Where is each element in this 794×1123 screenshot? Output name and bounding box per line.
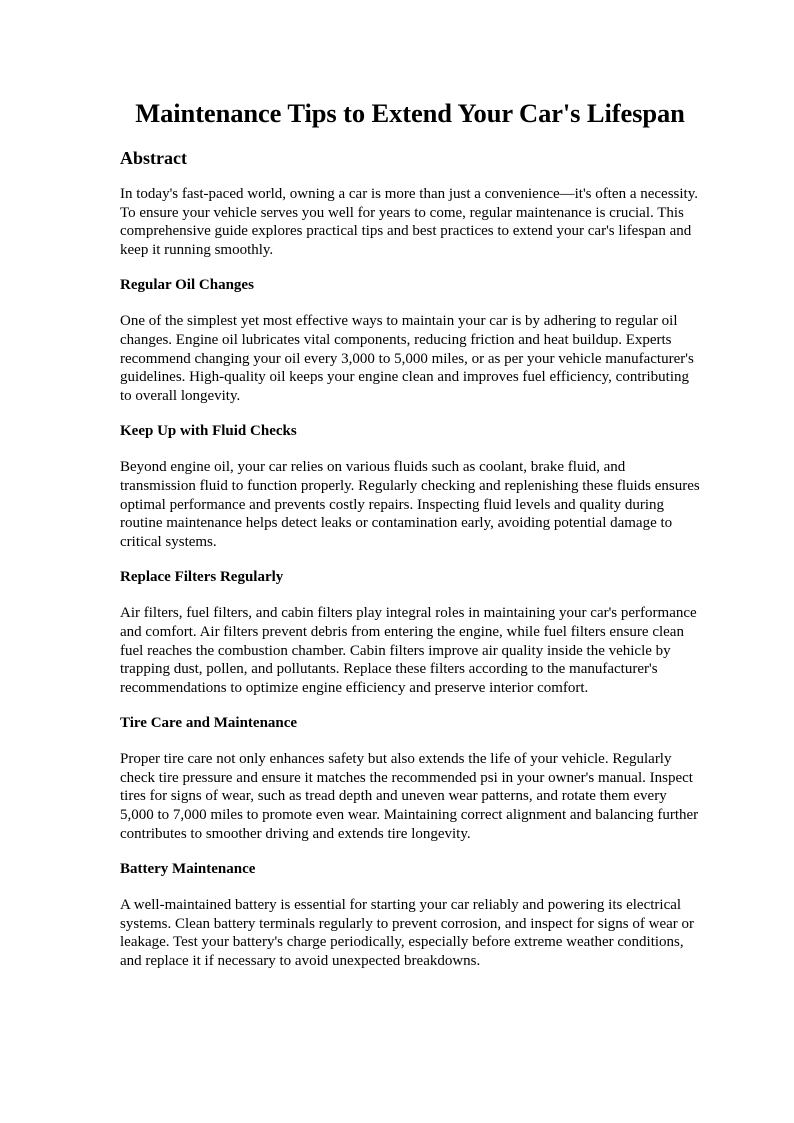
section-heading: Regular Oil Changes	[120, 277, 254, 294]
section-regular-oil-changes	[120, 276, 700, 405]
section-tire-care	[120, 714, 700, 843]
section-paragraph: Proper tire care not only enhances safety but also extends the life of your vehicle. Regularly check tire pressure and ensure it matches the recommended psi in your owner's manual. Inspect tires for signs of wear, such as tread depth and uneven wear patterns, and rotate them every 5,000 to 7,000 miles to promote even wear. Maintaining correct alignment and balancing further contributes to smoother driving and extends tire longevity.	[120, 751, 699, 842]
section-replace-filters	[120, 568, 700, 697]
section-paragraph: Air filters, fuel filters, and cabin filters play integral roles in maintaining your car's performance and comfort. Air filters prevent debris from entering the engine, while fuel filters ensure clean fuel reaches the combustion chamber. Cabin filters improve air quality inside the vehicle by trapping dust, pollen, and pollutants. Replace these filters according to the manufacturer's recommendations to optimize engine efficiency and preserve interior comfort.	[120, 605, 697, 696]
section-heading: Tire Care and Maintenance	[120, 715, 298, 732]
abstract-paragraph: In today's fast-paced world, owning a car is more than just a convenience—it's often a necessity. To ensure your vehicle serves you well for years to come, regular maintenance is crucial. This comprehensive guide explores practical tips and best practices to extend your car's lifespan and keep it running smoothly.	[120, 186, 698, 258]
section-heading: Battery Maintenance	[120, 861, 256, 878]
section-paragraph: Beyond engine oil, your car relies on various fluids such as coolant, brake fluid, and transmission fluid to function properly. Regularly checking and replenishing these fluids ensures optimal performance and prevents costly repairs. Inspecting fluid levels and quality during routine maintenance helps detect leaks or contamination early, avoiding potential damage to critical systems.	[120, 459, 700, 550]
section-paragraph: One of the simplest yet most effective ways to maintain your car is by adhering to regular oil changes. Engine oil lubricates vital components, reducing friction and heat buildup. Experts recommend changing your oil every 3,000 to 5,000 miles, or as per your vehicle manufacturer's guidelines. High-quality oil keeps your engine clean and improves fuel efficiency, contributing to overall longevity.	[120, 313, 694, 404]
document-page	[120, 96, 700, 971]
section-heading: Replace Filters Regularly	[120, 569, 284, 586]
document-title: Maintenance Tips to Extend Your Car's Lifespan	[135, 98, 685, 128]
section-paragraph: A well-maintained battery is essential for starting your car reliably and powering its electrical systems. Clean battery terminals regularly to prevent corrosion, and inspect for signs of wear or leakage. Test your battery's charge periodically, especially before extreme weather conditions, and replace it if necessary to avoid unexpected breakdowns.	[120, 897, 695, 970]
section-heading: Keep Up with Fluid Checks	[120, 423, 297, 440]
abstract-heading: Abstract	[120, 148, 187, 168]
section-fluid-checks	[120, 422, 700, 551]
section-battery-maintenance	[120, 860, 700, 970]
